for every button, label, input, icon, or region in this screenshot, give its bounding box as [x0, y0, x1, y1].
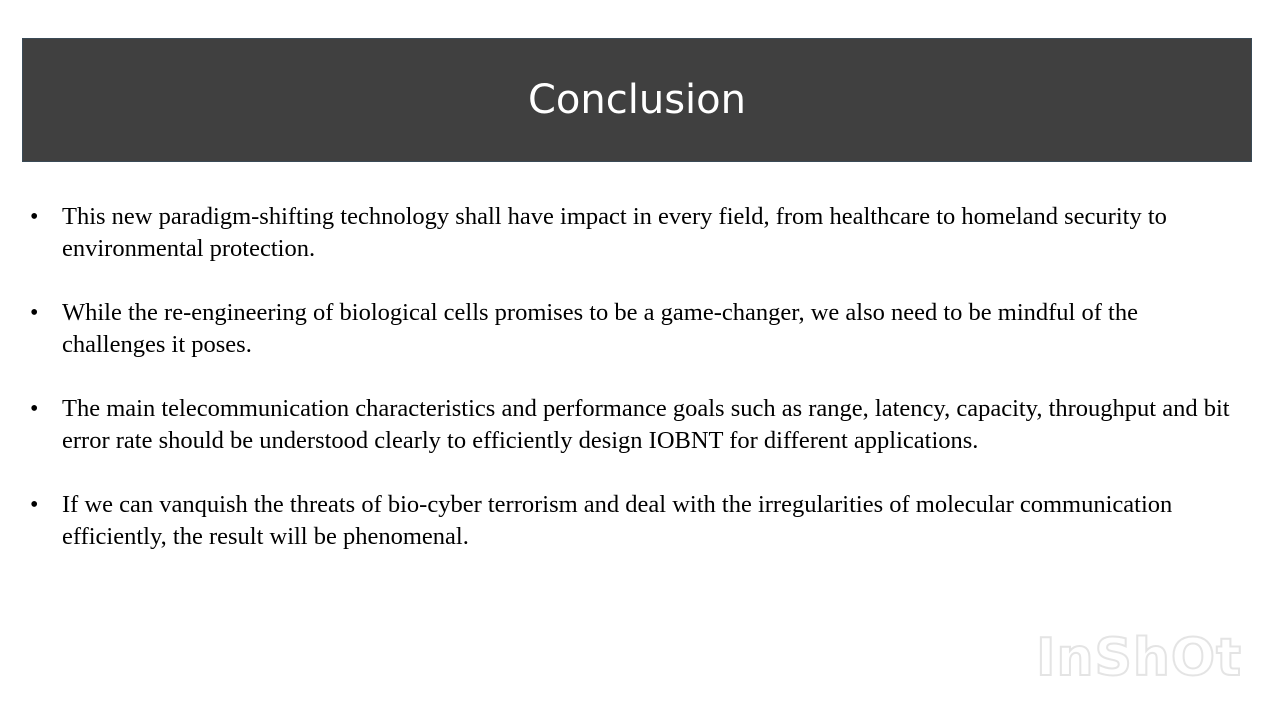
title-bar — [22, 38, 1252, 162]
inshot-watermark-logo: InShOt — [1036, 628, 1242, 688]
bullet-item — [30, 201, 1245, 265]
bullet-text: If we can vanquish the threats of bio-cyber terrorism and deal with the irregularities of molecular communication efficiently, the result will be phenomenal. — [62, 491, 1173, 550]
bullet-text: This new paradigm-shifting technology shall have impact in every field, from healthcare to homeland security to environmental protection. — [62, 203, 1167, 262]
bullet-text: While the re-engineering of biological cells promises to be a game-changer, we also need to be mindful of the challenges it poses. — [62, 299, 1138, 358]
bullet-dot-icon: • — [30, 492, 39, 518]
bullet-dot-icon: • — [30, 300, 39, 326]
bullet-list — [30, 201, 1245, 585]
bullet-item — [30, 393, 1245, 457]
bullet-dot-icon: • — [30, 396, 39, 422]
bullet-item — [30, 489, 1245, 553]
bullet-text: The main telecommunication characteristics and performance goals such as range, latency, capacity, throughput and bit error rate should be understood clearly to efficiently design IOBNT for different applications. — [62, 395, 1230, 454]
slide-title: Conclusion — [528, 77, 746, 123]
bullet-dot-icon: • — [30, 204, 39, 230]
bullet-item — [30, 297, 1245, 361]
